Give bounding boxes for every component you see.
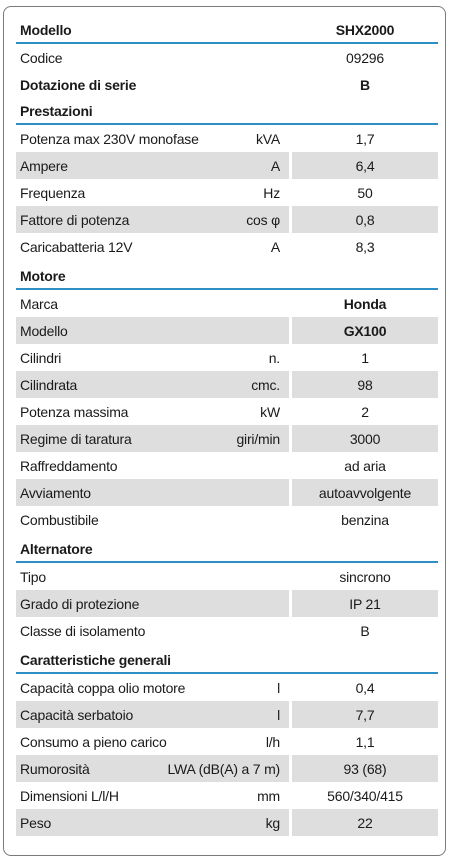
- row-label: Peso: [20, 814, 52, 831]
- row-value: Honda: [343, 295, 387, 312]
- row-value: 09296: [346, 49, 384, 66]
- table-row: [16, 344, 438, 371]
- table-row: [16, 317, 438, 344]
- table-row: [16, 425, 438, 452]
- row-label: Avviamento: [20, 484, 91, 501]
- row-value: 1,7: [355, 130, 375, 147]
- row-label: Raffreddamento: [20, 457, 118, 474]
- row-unit: A: [270, 238, 280, 255]
- row-label: Modello: [20, 322, 68, 339]
- row-label: Classe di isolamento: [20, 622, 146, 639]
- row-value: B: [360, 622, 370, 639]
- row-value: 2: [361, 403, 369, 420]
- table-row: [16, 590, 438, 617]
- row-unit: LWA (dB(A) a 7 m): [167, 760, 280, 777]
- row-unit: mm: [257, 787, 280, 804]
- row-unit: cmc.: [251, 376, 280, 393]
- row-value: 0,4: [355, 679, 375, 696]
- row-label: Potenza max 230V monofase: [20, 130, 199, 147]
- table-row: [16, 782, 438, 809]
- row-label: Codice: [20, 49, 63, 66]
- row-unit: l: [277, 706, 280, 723]
- row-unit: l: [277, 679, 280, 696]
- row-label: Rumorosità: [20, 760, 90, 777]
- row-value: B: [360, 76, 370, 93]
- row-value: 1,1: [355, 733, 375, 750]
- row-unit: giri/min: [236, 430, 280, 447]
- row-value: 98: [357, 376, 373, 393]
- row-label: Cilindrata: [20, 376, 78, 393]
- table-row: [16, 398, 438, 425]
- table-row: [16, 290, 438, 317]
- table-row: [16, 452, 438, 479]
- row-value: benzina: [341, 511, 389, 528]
- row-label: Dimensioni L/l/H: [20, 787, 119, 804]
- row-value: ad aria: [344, 457, 386, 474]
- row-value: sincrono: [339, 568, 391, 585]
- row-label: Caricabatteria 12V: [20, 238, 133, 255]
- row-label: Grado di protezione: [20, 595, 140, 612]
- row-label: Dotazione di serie: [20, 76, 137, 93]
- row-unit: l/h: [265, 733, 280, 750]
- spec-row-codice: [16, 44, 438, 71]
- table-row: [16, 152, 438, 179]
- table-row: [16, 179, 438, 206]
- row-unit: n.: [268, 349, 280, 366]
- table-row: [16, 506, 438, 533]
- row-label: Ampere: [20, 157, 68, 174]
- row-label: Capacità coppa olio motore: [20, 679, 186, 696]
- table-header: [16, 17, 438, 44]
- row-value: 0,8: [355, 211, 375, 228]
- spec-table: [16, 17, 438, 836]
- table-row: [16, 755, 438, 782]
- row-label: Cilindri: [20, 349, 62, 366]
- table-row: [16, 809, 438, 836]
- table-row: [16, 233, 438, 260]
- section-header-caratteristiche: [16, 647, 438, 674]
- row-value: 8,3: [355, 238, 375, 255]
- row-unit: cos φ: [246, 211, 280, 228]
- row-value: 93 (68): [343, 760, 387, 777]
- section-title: Caratteristiche generali: [20, 651, 171, 668]
- row-unit: kVA: [255, 130, 280, 147]
- section-header-motore: [16, 263, 438, 290]
- row-value: 560/340/415: [327, 787, 403, 804]
- section-title: Motore: [20, 267, 66, 284]
- row-label: Tipo: [20, 568, 46, 585]
- header-label: Modello: [20, 21, 72, 38]
- row-label: Frequenza: [20, 184, 86, 201]
- row-label: Capacità serbatoio: [20, 706, 134, 723]
- table-row: [16, 563, 438, 590]
- row-unit: Hz: [263, 184, 280, 201]
- row-value: 6,4: [355, 157, 375, 174]
- table-row: [16, 728, 438, 755]
- spec-row-dotazione: [16, 71, 438, 98]
- row-label: Regime di taratura: [20, 430, 132, 447]
- table-row: [16, 371, 438, 398]
- row-value: 50: [357, 184, 373, 201]
- table-row: [16, 206, 438, 233]
- row-value: GX100: [343, 322, 387, 339]
- section-header-prestazioni: [16, 98, 438, 125]
- row-unit: kg: [265, 814, 280, 831]
- row-value: 7,7: [355, 706, 375, 723]
- row-unit: A: [270, 157, 280, 174]
- row-unit: kW: [260, 403, 280, 420]
- section-title: Prestazioni: [20, 102, 93, 119]
- row-value: IP 21: [349, 595, 381, 612]
- row-value: autoavvolgente: [318, 484, 412, 501]
- row-value: 22: [357, 814, 373, 831]
- header-model-value: SHX2000: [335, 21, 395, 38]
- table-row: [16, 701, 438, 728]
- section-title: Alternatore: [20, 540, 93, 557]
- row-label: Combustibile: [20, 511, 99, 528]
- table-row: [16, 674, 438, 701]
- row-label: Potenza massima: [20, 403, 129, 420]
- table-row: [16, 617, 438, 644]
- table-row: [16, 479, 438, 506]
- row-label: Consumo a pieno carico: [20, 733, 167, 750]
- row-label: Fattore di potenza: [20, 211, 130, 228]
- row-value: 3000: [349, 430, 381, 447]
- row-value: 1: [361, 349, 369, 366]
- table-row: [16, 125, 438, 152]
- row-label: Marca: [20, 295, 58, 312]
- section-header-alternatore: [16, 536, 438, 563]
